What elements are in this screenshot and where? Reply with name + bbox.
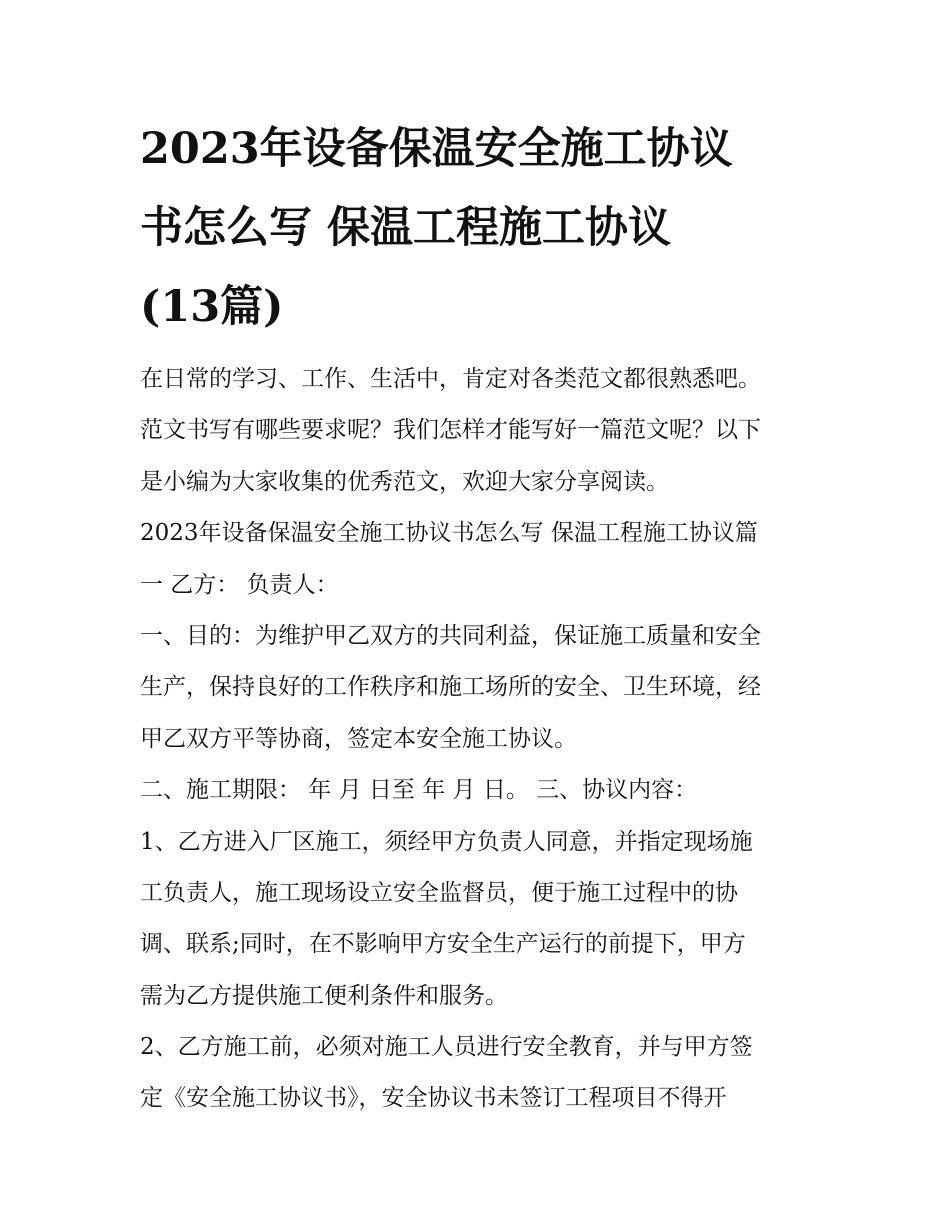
section-heading-line-2: 一 乙方： 负责人： [140,571,339,598]
clause-2-line-1: 2、乙方施工前，必须对施工人员进行安全教育，并与甲方签 [140,1034,753,1061]
body-line-intro-1: 在日常的学习、工作、生活中，肯定对各类范文都很熟悉吧。 [140,366,761,392]
clause-2-line-2: 定《安全施工协议书》，安全协议书未签订工程项目不得开 [140,1085,727,1112]
clause-1-line-3: 调、联系;同时，在不影响甲方安全生产运行的前提下，甲方 [140,931,746,958]
clause-1-line-2: 工负责人，施工现场设立安全监督员，便于施工过程中的协 [140,879,738,906]
period-and-content-line: 二、施工期限： 年 月 日至 年 月 日。 三、协议内容： [140,777,698,804]
document-body [140,354,820,1125]
title-line-1: 2023年设备保温安全施工协议 [140,124,733,174]
purpose-line-3: 甲乙双方平等协商，签定本安全施工协议。 [140,725,577,752]
document-title [140,110,820,347]
purpose-line-1: 一、目的：为维护甲乙双方的共同利益，保证施工质量和安全 [140,622,761,649]
clause-1-line-4: 需为乙方提供施工便利条件和服务。 [140,982,508,1009]
body-line-intro-3: 是小编为大家收集的优秀范文，欢迎大家分享阅读。 [140,468,669,495]
purpose-line-2: 生产，保持良好的工作秩序和施工场所的安全、卫生环境，经 [140,674,761,701]
title-line-3: (13篇) [140,282,284,332]
section-heading-line-1: 2023年设备保温安全施工协议书怎么写 保温工程施工协议篇 [140,520,758,547]
title-line-2: 书怎么写 保温工程施工协议 [140,203,671,253]
body-line-intro-2: 范文书写有哪些要求呢？我们怎样才能写好一篇范文呢？以下 [140,417,761,444]
clause-1-line-1: 1、乙方进入厂区施工，须经甲方负责人同意，并指定现场施 [140,828,753,855]
